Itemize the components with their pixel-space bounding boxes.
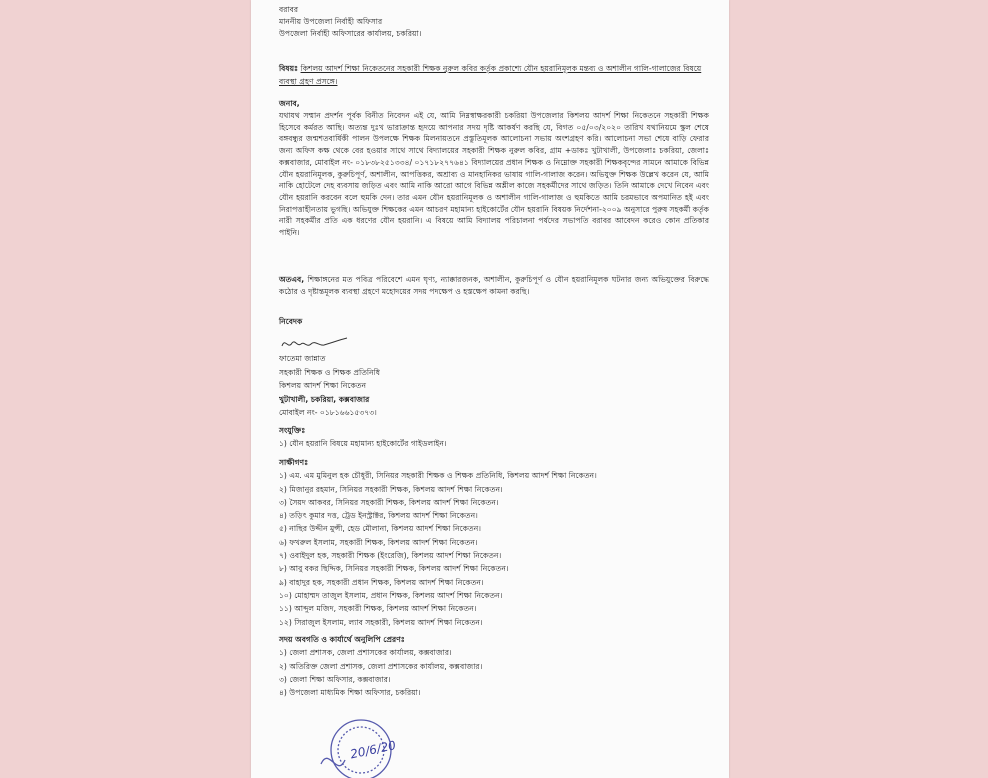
attachment-item: ১) যৌন হয়রানি বিষয়ে মহামান্য হাইকোর্টের গাইডলাইন। xyxy=(279,439,447,448)
subject-label: বিষয়ঃ xyxy=(279,64,299,73)
subject-text: কিশলয় আদর্শ শিক্ষা নিকেতনের সহকারী শিক্ষক নুরুল কবির কর্তৃক প্রকাশ্যে যৌন হয়রানিমূলক মন্তব্য ও অশালীন গালি-গালাজের বিষয়ে ব্যবস্থা গ্রহণ প্রসঙ্গে। xyxy=(279,64,702,86)
sender-block xyxy=(279,352,380,420)
subject-line xyxy=(279,62,704,88)
witness-title: সাক্ষীগণঃ xyxy=(279,458,309,467)
witness-item: ৮) আবু বকর ছিদ্দিক, সিনিয়র সহকারী শিক্ষক, কিশলয় আদর্শ শিক্ষা নিকেতন। xyxy=(279,564,509,574)
witness-item: ৯) বাহাদুর হক, সহকারী প্রধান শিক্ষক, কিশলয় আদর্শ শিক্ষা নিকেতন। xyxy=(279,577,484,587)
witness-item: ১২) সিরাজুল ইসলাম, ল্যাব সহকারী, কিশলয় আদর্শ শিক্ষা নিকেতন। xyxy=(279,617,483,627)
witness-item: ১০) মোহাম্মদ তাজুল ইসলাম, প্রধান শিক্ষক, কিশলয় আদর্শ শিক্ষা নিকেতন। xyxy=(279,590,503,600)
copy-item: ১) জেলা প্রশাসক, জেলা প্রশাসকের কার্যালয়, কক্সবাজার। xyxy=(279,648,452,658)
address-line: উপজেলা নির্বাহী অফিসারের কার্যালয়, চকরিয়া। xyxy=(279,29,422,38)
salutation: জনাব, xyxy=(279,99,300,108)
closing-text: শিক্ষাঙ্গনের মত পবিত্র পরিবেশে এমন ঘৃণ্য, ন্যাক্কারজনক, অশালীন, কুরুচিপূর্ণ ও যৌন হয়রানিমূলক ঘটনার জন্য অভিযুক্তের বিরুদ্ধে কঠোর ও দৃষ্টান্তমূলক ব্যবস্থা গ্রহণে মহোদয়ের সদয় পদক্ষেপ ও হস্তক্ষেপ কামনা করছি। xyxy=(279,275,709,296)
closing-paragraph xyxy=(279,274,709,298)
sender-name: ফাতেমা জান্নাত xyxy=(279,354,326,363)
witness-item: ৫) নাছির উদ্দীন মুন্সী, হেড মৌলানা, কিশলয় আদর্শ শিক্ষা নিকেতন। xyxy=(279,524,481,534)
witness-item: ৩) সৈয়দ আকবর, সিনিয়র সহকারী শিক্ষক, কিশলয় আদর্শ শিক্ষা নিকেতন। xyxy=(279,497,499,507)
copy-item: ৩) জেলা শিক্ষা অফিসার, কক্সবাজার। xyxy=(279,674,391,684)
stamp-date: 20/6/20 xyxy=(348,738,398,762)
witness-item: ২) মিজানুর রহমান, সিনিয়র সহকারী শিক্ষক, কিশলয় আদর্শ শিক্ষা নিকেতন। xyxy=(279,484,503,494)
witness-item: ৭) ওবাইদুল হক, সহকারী শিক্ষক (ইংরেজি), কিশলয় আদর্শ শিক্ষা নিকেতন। xyxy=(279,551,502,561)
sender-school: কিশলয় আদর্শ শিক্ষা নিকেতন xyxy=(279,381,367,390)
address-line: বরাবর xyxy=(279,5,299,14)
witness-item: ৬) ফখরুল ইসলাম, সহকারী শিক্ষক, কিশলয় আদর্শ শিক্ষা নিকেতন। xyxy=(279,537,478,547)
copy-section xyxy=(279,633,482,699)
witness-section xyxy=(279,456,597,629)
signoff: নিবেদক xyxy=(279,317,303,326)
official-stamp xyxy=(311,706,401,778)
attachment-title: সংযুক্তিঃ xyxy=(279,426,306,435)
closing-lead: অতএব, xyxy=(279,275,305,284)
body-paragraph: যথাযথ সম্মান প্রদর্শন পূর্বক বিনীত নিবেদন এই যে, আমি নিম্নস্বাক্ষরকারী চকরিয়া উপজেলার কিশলয় আদর্শ শিক্ষা নিকেতনে সহকারী শিক্ষক হিসেবে কর্মরত আছি। অত্যন্ত দুঃখ ভারাক্রান্ত হৃদয়ে আপনার সদয় দৃষ্টি আকর্ষণ করছি যে, বিগত ০৫/০৩/২০২০ তারিখ যথানিয়মে স্কুল শেষে বঙ্গবন্ধুর জন্মশতবার্ষিকী পালন উপলক্ষে শিক্ষক মিলনায়তনে প্রস্তুতিমূলক আলোচনা সভায় অংশগ্রহণ করি। আলোচনা সভা শেষে বাড়ি ফেরার জন্য অফিস কক্ষ থেকে বের হওয়ার সাথে সাথে বিদ্যালয়ের সহকারী শিক্ষক নুরুল কবির, গ্রাম +ডাকঃ খুটাখালী, উপজেলাঃ চকরিয়া, জেলাঃ কক্সবাজার, মোবাইল নং- ০১৮৩৮২৫১৩৩৪/ ০১৭১৮২৭৭৬৪১ বিদ্যালয়ের প্রধান শিক্ষক ও নিম্নোক্ত সহকারী শিক্ষকবৃন্দের সামনে আমাকে বিভিন্ন যৌন হয়রানিমূলক, কুরুচিপূর্ণ, অশালীন, আপত্তিকর, অশ্রাব্য ও মানহানিকর ভাষায় গালি-গালাজ করেন। অভিযুক্ত শিক্ষক উল্লেখ করেন যে, আমি নাকি হোটেলে দেহ ব্যবসায় জড়িত এবং আমি নাকি আরো আগে বিভিন্ন অশ্লীল কাজে সহকর্মীদের সাথে জড়িত। তিনি আমাকে দেখে নিবেন এবং যৌন হয়রানি করবেন বলে হুমকি দেন। তার এমন যৌন হয়রানিমূলক ও অশালীন গালি-গালাজ ও হুমকিতে আমি চরমভাবে অপমানিত হই এবং নিরাপত্তাহীনতায় ভুগছি। অভিযুক্ত শিক্ষকের এমন আচরণ মহামান্য হাইকোর্টের যৌন হয়রানি বিষয়ক নির্দেশনা-২০০৯ অনুসারে পুরুষ সহকর্মী কর্তৃক নারী সহকর্মীর প্রতি এক ধরণের যৌন হয়রানি। এ বিষয়ে আমি বিদ্যালয় পরিচালনা পর্ষদের সভাপতি বরাবর আবেদন করেও কোন প্রতিকার পাইনি। xyxy=(279,111,709,238)
sender-designation: সহকারী শিক্ষক ও শিক্ষক প্রতিনিধি xyxy=(279,367,381,377)
document-page xyxy=(251,0,729,778)
sender-location: খুটাখালী, চকরিয়া, কক্সবাজার xyxy=(279,394,370,404)
recipient-address xyxy=(279,4,421,40)
witness-item: ১১) আব্দুল মজিদ, সহকারী শিক্ষক, কিশলয় আদর্শ শিক্ষা নিকেতন। xyxy=(279,604,477,614)
witness-item: ১) এম. এম মুমিনুল হক চৌধুরী, সিনিয়র সহকারী শিক্ষক ও শিক্ষক প্রতিনিধি, কিশলয় আদর্শ শিক্ষা নিকেতন। xyxy=(279,471,597,481)
sender-mobile: মোবাইল নং- ০১৮১৬৬১৫৩৭৩। xyxy=(279,408,377,417)
copy-item: ২) অতিরিক্ত জেলা প্রশাসক, জেলা প্রশাসকের কার্যালয়, কক্সবাজার। xyxy=(279,661,483,671)
address-line: মাননীয় উপজেলা নির্বাহী অফিসার xyxy=(279,17,383,26)
witness-item: ৪) তড়িৎ কুমার দত্ত, ট্রেড ইনস্ট্রাক্টর, কিশলয় আদর্শ শিক্ষা নিকেতন। xyxy=(279,511,478,521)
copy-title: সদয় অবগতি ও কার্যার্থে অনুলিপি প্রেরণঃ xyxy=(279,635,405,644)
attachment-section xyxy=(279,424,447,450)
copy-item: ৪) উপজেলা মাধ্যমিক শিক্ষা অফিসার, চকরিয়া। xyxy=(279,688,421,698)
